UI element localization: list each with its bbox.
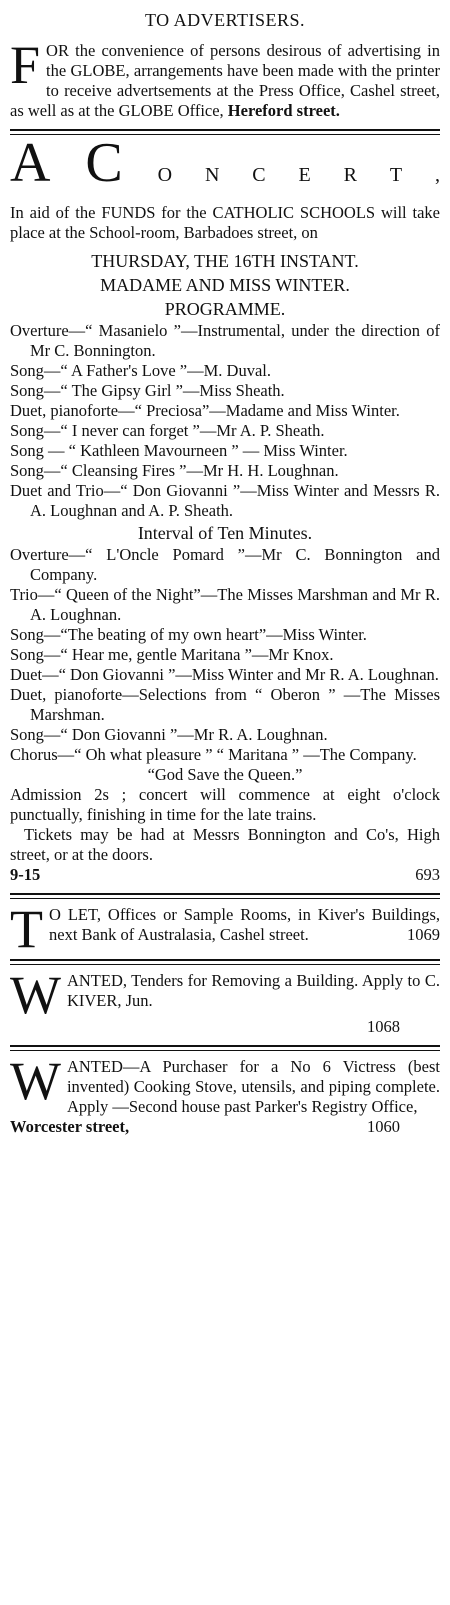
programme-item: Song—“ Hear me, gentle Maritana ”—Mr Knox.: [10, 645, 334, 664]
concert-head-letter: N: [204, 164, 220, 186]
programme-item: Duet, pianoforte—Selections from “ Oberon ” —The Misses Marshman.: [10, 685, 440, 724]
concert-head-letter: C: [85, 132, 125, 194]
advertisers-dropcap: F: [10, 35, 41, 95]
to-let-body: O LET, Offices or Sample Rooms, in Kiver's Buildings, next Bank of Australasia, Cashel street.: [49, 905, 440, 944]
admission-text: Admission 2s ; concert will commence at eight o'clock punctually, finishing in time for the late trains.: [10, 785, 440, 824]
concert-head-letter: C: [252, 164, 266, 186]
programme-item: Duet, pianoforte—“ Preciosa”—Madame and Miss Winter.: [10, 401, 400, 420]
divider: [10, 893, 440, 899]
programme-item: Song—“ I never can forget ”—Mr A. P. Sheath.: [10, 421, 325, 440]
concert-head-letter: O: [157, 164, 173, 186]
programme-item: Song — “ Kathleen Mavourneen ” — Miss Winter.: [10, 441, 348, 460]
programme-item: Duet and Trio—“ Don Giovanni ”—Miss Winter and Messrs R. A. Loughnan and A. P. Sheath.: [10, 481, 440, 520]
concert-head-letter: E: [298, 164, 311, 186]
programme-item: Overture—“ L'Oncle Pomard ”—Mr C. Bonnington and Company.: [10, 545, 440, 584]
programme-item: Song—“ The Gipsy Girl ”—Miss Sheath.: [10, 381, 285, 400]
to-let-ref: 1069: [407, 925, 440, 944]
concert-head-letter: A: [10, 132, 53, 194]
anthem: “God Save the Queen.”: [147, 765, 303, 784]
wanted-purchaser-last: Worcester street,: [10, 1117, 130, 1136]
wanted-purchaser-dropcap: W: [10, 1051, 61, 1111]
concert-intro: In aid of the FUNDS for the CATHOLIC SCHOOLS will take place at the School-room, Barbadoes street, on: [10, 203, 440, 242]
concert-date-code: 9-15: [10, 865, 41, 884]
programme-item: Trio—“ Queen of the Night”—The Misses Marshman and Mr R. A. Loughnan.: [10, 585, 440, 624]
programme-item: Song—“ Cleansing Fires ”—Mr H. H. Loughnan.: [10, 461, 339, 480]
concert-performers: MADAME AND MISS WINTER.: [100, 275, 350, 295]
wanted-tenders-dropcap: W: [10, 965, 61, 1025]
programme-item: Chorus—“ Oh what pleasure ” “ Maritana ” —The Company.: [10, 745, 417, 764]
concert-head-letter: ,: [434, 164, 440, 186]
programme-title: PROGRAMME.: [164, 299, 286, 319]
concert-date: THURSDAY, THE 16TH INSTANT.: [91, 251, 359, 271]
wanted-purchaser-ad: [10, 1051, 440, 1117]
to-let-dropcap: T: [10, 899, 43, 959]
wanted-tenders-ad: [10, 965, 440, 1025]
programme-item: Song—“ A Father's Love ”—M. Duval.: [10, 361, 271, 380]
advertisers-body: OR the convenience of persons desirous of advertising in the GLOBE, arrangements have been made with the printer to receive advertsements at the Press Office, Cashel street, as well as at the GLOBE Office,: [10, 41, 440, 120]
to-let-ad: [10, 899, 440, 959]
divider: [10, 1045, 440, 1051]
divider: [10, 959, 440, 965]
advertisers-last: Hereford street.: [227, 101, 340, 120]
concert-head-letter: T: [389, 164, 403, 186]
wanted-purchaser-ref: 1060: [367, 1117, 400, 1136]
wanted-tenders-body: ANTED, Tenders for Removing a Building. Apply to C. KIVER, Jun.: [66, 971, 440, 1010]
concert-ref: 693: [415, 865, 440, 884]
programme-item: Duet—“ Don Giovanni ”—Miss Winter and Mr R. A. Loughnan.: [10, 665, 439, 684]
concert-footer: [10, 865, 440, 885]
tickets-text: Tickets may be had at Messrs Bonnington and Co's, High street, or at the doors.: [10, 825, 440, 864]
interval-notice: Interval of Ten Minutes.: [137, 523, 313, 543]
wanted-purchaser-body: ANTED—A Purchaser for a No 6 Victress (best invented) Cooking Stove, utensils, and piping complete. Apply —Second house past Parker's Registry Office,: [66, 1057, 440, 1116]
programme-item: Song—“ Don Giovanni ”—Mr R. A. Loughnan.: [10, 725, 328, 744]
wanted-tenders-ref: 1068: [367, 1017, 400, 1036]
programme-item: Song—“The beating of my own heart”—Miss Winter.: [10, 625, 367, 644]
programme-item: Overture—“ Masanielo ”—Instrumental, under the direction of Mr C. Bonnington.: [10, 321, 440, 360]
concert-heading: [10, 132, 440, 203]
concert-head-letter: R: [343, 164, 357, 186]
wanted-purchaser-footer: [10, 1117, 440, 1137]
advertisers-notice: [10, 35, 440, 121]
advertisers-title: TO ADVERTISERS.: [144, 10, 306, 30]
